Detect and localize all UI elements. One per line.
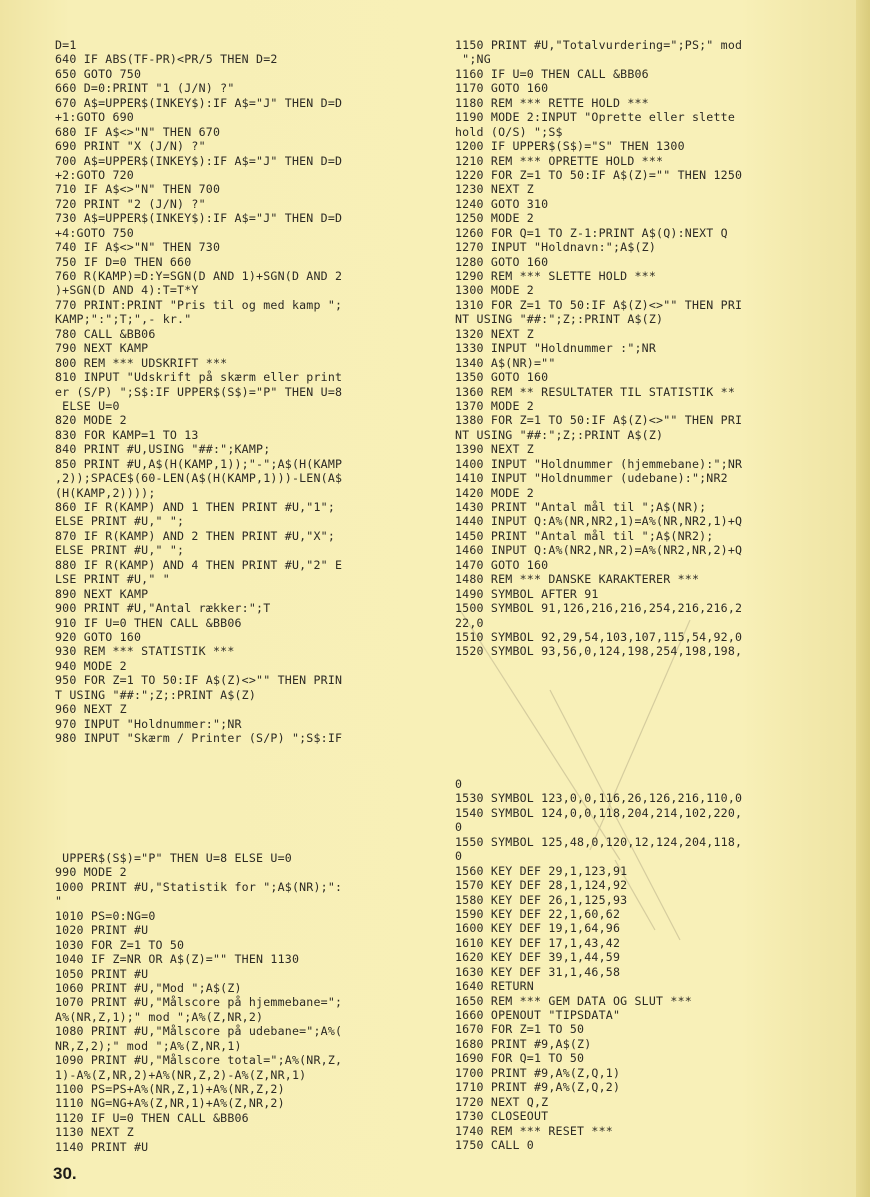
code-line: 1040 IF Z=NR OR A$(Z)="" THEN 1130 (55, 952, 300, 967)
code-line: ,2));SPACE$(60-LEN(A$(H(KAMP,1)))-LEN(A$ (55, 471, 343, 486)
code-line: 1370 MODE 2 (455, 398, 534, 413)
code-line: 1020 PRINT #U (55, 923, 149, 938)
code-line: 1340 A$(NR)="" (455, 355, 556, 370)
code-line: 790 NEXT KAMP (55, 341, 149, 356)
code-line: 680 IF A$<>"N" THEN 670 (55, 124, 221, 139)
code-line: 1110 NG=NG+A%(Z,NR,1)+A%(Z,NR,2) (55, 1096, 285, 1111)
code-line: 880 IF R(KAMP) AND 4 THEN PRINT #U,"2" E (55, 557, 343, 572)
code-line: 1610 KEY DEF 17,1,43,42 (455, 935, 621, 950)
code-line: 1300 MODE 2 (455, 283, 534, 298)
code-line: 1550 SYMBOL 125,48,0,120,12,124,204,118, (455, 834, 743, 849)
code-line: 1630 KEY DEF 31,1,46,58 (455, 964, 621, 979)
code-line: 1750 CALL 0 (455, 1137, 534, 1152)
code-line: 1570 KEY DEF 28,1,124,92 (455, 878, 628, 893)
code-line: 1320 NEXT Z (455, 326, 534, 341)
code-line: 970 INPUT "Holdnummer:";NR (55, 716, 242, 731)
code-line: 1580 KEY DEF 26,1,125,93 (455, 892, 628, 907)
code-line: 1380 FOR Z=1 TO 50:IF A$(Z)<>"" THEN PRI (455, 413, 743, 428)
code-line: 1220 FOR Z=1 TO 50:IF A$(Z)="" THEN 1250 (455, 167, 743, 182)
code-line: 1310 FOR Z=1 TO 50:IF A$(Z)<>"" THEN PRI (455, 297, 743, 312)
code-line: 1500 SYMBOL 91,126,216,216,254,216,216,2 (455, 601, 743, 616)
code-line: NR,Z,2);" mod ";A%(Z,NR,1) (55, 1038, 242, 1053)
code-line: 840 PRINT #U,USING "##:";KAMP; (55, 442, 271, 457)
code-line: 940 MODE 2 (55, 658, 127, 673)
code-column-right-bottom (455, 777, 742, 1152)
code-line: 0 (455, 777, 463, 791)
code-line: 660 D=0:PRINT "1 (J/N) ?" (55, 81, 235, 96)
code-line: 830 FOR KAMP=1 TO 13 (55, 427, 199, 442)
code-line: 0 (455, 849, 463, 864)
code-line: 640 IF ABS(TF-PR)<PR/5 THEN D=2 (55, 52, 278, 67)
code-line: 1560 KEY DEF 29,1,123,91 (455, 863, 628, 878)
code-line: 1360 REM ** RESULTATER TIL STATISTIK ** (455, 384, 736, 399)
code-line: 910 IF U=0 THEN CALL &BB06 (55, 615, 242, 630)
code-line: ELSE U=0 (55, 398, 120, 413)
code-line: T USING "##:";Z;:PRINT A$(Z) (55, 687, 257, 702)
code-line: 1730 CLOSEOUT (455, 1109, 549, 1124)
code-line: 1180 REM *** RETTE HOLD *** (455, 95, 649, 110)
code-line: (H(KAMP,2)))); (55, 485, 156, 500)
code-line: 710 IF A$<>"N" THEN 700 (55, 182, 221, 197)
code-line: 780 CALL &BB06 (55, 326, 156, 341)
code-line: 1460 INPUT Q:A%(NR2,NR,2)=A%(NR2,NR,2)+Q (455, 543, 743, 558)
code-line: 1480 REM *** DANSKE KARAKTERER *** (455, 572, 700, 587)
code-line: 850 PRINT #U,A$(H(KAMP,1));"-";A$(H(KAMP (55, 456, 343, 471)
code-line: 990 MODE 2 (55, 865, 127, 880)
code-line: LSE PRINT #U," " (55, 572, 170, 587)
code-line: 950 FOR Z=1 TO 50:IF A$(Z)<>"" THEN PRIN (55, 673, 343, 688)
code-line: 1010 PS=0:NG=0 (55, 908, 156, 923)
code-line: 1680 PRINT #9,A$(Z) (455, 1036, 592, 1051)
code-line: NT USING "##:";Z;:PRINT A$(Z) (455, 427, 664, 442)
code-line: 1440 INPUT Q:A%(NR,NR2,1)=A%(NR,NR2,1)+Q (455, 514, 743, 529)
code-line: 1270 INPUT "Holdnavn:";A$(Z) (455, 240, 657, 255)
code-line: 730 A$=UPPER$(INKEY$):IF A$="J" THEN D=D (55, 211, 343, 226)
code-line: 670 A$=UPPER$(INKEY$):IF A$="J" THEN D=D (55, 95, 343, 110)
code-line: 770 PRINT:PRINT "Pris til og med kamp "; (55, 297, 343, 312)
code-line: ELSE PRINT #U," "; (55, 514, 185, 529)
code-line: 1650 REM *** GEM DATA OG SLUT *** (455, 993, 692, 1008)
code-line: 1140 PRINT #U (55, 1139, 149, 1154)
code-line: 890 NEXT KAMP (55, 586, 149, 601)
code-line: 1000 PRINT #U,"Statistik for ";A$(NR);": (55, 879, 343, 894)
code-line: 1280 GOTO 160 (455, 254, 549, 269)
code-line: 1690 FOR Q=1 TO 50 (455, 1051, 585, 1066)
code-line: 1420 MODE 2 (455, 485, 534, 500)
code-line: 1190 MODE 2:INPUT "Oprette eller slette (455, 110, 736, 125)
code-line: 650 GOTO 750 (55, 66, 142, 81)
code-line: 1050 PRINT #U (55, 966, 149, 981)
code-line: 900 PRINT #U,"Antal rækker:";T (55, 601, 271, 616)
code-column-left-top (55, 38, 342, 745)
code-line: 1150 PRINT #U,"Totalvurdering=";PS;" mod (455, 38, 743, 52)
code-line: 860 IF R(KAMP) AND 1 THEN PRINT #U,"1"; (55, 500, 336, 514)
code-line: 1080 PRINT #U,"Målscore på udebane=";A%( (55, 1024, 343, 1039)
code-line: 1620 KEY DEF 39,1,44,59 (455, 950, 621, 965)
code-line: 1670 FOR Z=1 TO 50 (455, 1022, 585, 1037)
code-line: 1240 GOTO 310 (455, 196, 549, 211)
code-line: 720 PRINT "2 (J/N) ?" (55, 196, 206, 211)
code-line: 1510 SYMBOL 92,29,54,103,107,115,54,92,0 (455, 629, 743, 644)
code-line: 980 INPUT "Skærm / Printer (S/P) ";S$:IF (55, 731, 343, 745)
code-line: 1090 PRINT #U,"Målscore total=";A%(NR,Z, (55, 1053, 343, 1068)
code-line: 750 IF D=0 THEN 660 (55, 254, 192, 269)
code-line: 920 GOTO 160 (55, 629, 142, 644)
code-line: 1130 NEXT Z (55, 1125, 134, 1140)
code-line: 1640 RETURN (455, 979, 534, 994)
code-line: 1100 PS=PS+A%(NR,Z,1)+A%(NR,Z,2) (55, 1082, 285, 1096)
code-line: ELSE PRINT #U," "; (55, 543, 185, 558)
code-line: +2:GOTO 720 (55, 167, 134, 182)
code-line: 1120 IF U=0 THEN CALL &BB06 (55, 1110, 249, 1125)
code-line: 1700 PRINT #9,A%(Z,Q,1) (455, 1065, 621, 1080)
code-column-left-bottom (55, 851, 342, 1154)
code-line: KAMP;":";T;",- kr." (55, 312, 192, 327)
code-line: 1)-A%(Z,NR,2)+A%(NR,Z,2)-A%(Z,NR,1) (55, 1067, 307, 1082)
code-line: 1540 SYMBOL 124,0,0,118,204,214,102,220, (455, 805, 743, 820)
code-line: +1:GOTO 690 (55, 110, 134, 125)
code-line: 700 A$=UPPER$(INKEY$):IF A$="J" THEN D=D (55, 153, 343, 168)
code-line: +4:GOTO 750 (55, 225, 134, 240)
code-line: )+SGN(D AND 4):T=T*Y (55, 283, 199, 298)
code-line: 1740 REM *** RESET *** (455, 1123, 613, 1138)
code-line: " (55, 894, 63, 909)
code-line: 1530 SYMBOL 123,0,0,116,26,126,216,110,0 (455, 791, 743, 806)
code-line: 1470 GOTO 160 (455, 557, 549, 572)
code-line: 1720 NEXT Q,Z (455, 1094, 549, 1109)
code-line: 1520 SYMBOL 93,56,0,124,198,254,198,198, (455, 644, 743, 659)
code-line: 1230 NEXT Z (455, 182, 534, 197)
code-line: 1330 INPUT "Holdnummer :";NR (455, 341, 657, 356)
code-line: 1390 NEXT Z (455, 442, 534, 457)
code-line: 870 IF R(KAMP) AND 2 THEN PRINT #U,"X"; (55, 528, 336, 543)
code-line: 1430 PRINT "Antal mål til ";A$(NR); (455, 500, 707, 514)
code-line: UPPER$(S$)="P" THEN U=8 ELSE U=0 (55, 851, 292, 865)
code-line: 1490 SYMBOL AFTER 91 (455, 586, 599, 601)
code-line: 1070 PRINT #U,"Målscore på hjemmebane="; (55, 995, 343, 1010)
code-line: D=1 (55, 38, 77, 52)
code-line: 22,0 (455, 615, 484, 630)
page-number: 30. (53, 1164, 77, 1183)
code-line: 1170 GOTO 160 (455, 81, 549, 96)
code-line: 1200 IF UPPER$(S$)="S" THEN 1300 (455, 139, 685, 154)
code-line: A%(NR,Z,1);" mod ";A%(Z,NR,2) (55, 1009, 264, 1024)
code-line: er (S/P) ";S$:IF UPPER$(S$)="P" THEN U=8 (55, 384, 343, 399)
code-line: NT USING "##:";Z;:PRINT A$(Z) (455, 312, 664, 327)
code-line: 1290 REM *** SLETTE HOLD *** (455, 269, 657, 283)
code-line: 1210 REM *** OPRETTE HOLD *** (455, 153, 664, 168)
code-line: ";NG (455, 52, 491, 67)
code-line: 930 REM *** STATISTIK *** (55, 644, 235, 659)
code-line: 1250 MODE 2 (455, 211, 534, 226)
code-line: 1030 FOR Z=1 TO 50 (55, 937, 185, 952)
code-line: 810 INPUT "Udskrift på skærm eller print (55, 370, 343, 385)
code-line: 1450 PRINT "Antal mål til ";A$(NR2); (455, 528, 714, 543)
code-line: 1160 IF U=0 THEN CALL &BB06 (455, 66, 649, 81)
code-line: 740 IF A$<>"N" THEN 730 (55, 240, 221, 255)
code-line: 1590 KEY DEF 22,1,60,62 (455, 906, 621, 921)
code-line: 1600 KEY DEF 19,1,64,96 (455, 921, 621, 936)
code-line: 1660 OPENOUT "TIPSDATA" (455, 1008, 621, 1022)
code-line: 760 R(KAMP)=D:Y=SGN(D AND 1)+SGN(D AND 2 (55, 269, 343, 283)
code-line: 1400 INPUT "Holdnummer (hjemmebane):";NR (455, 456, 743, 471)
code-line: 1260 FOR Q=1 TO Z-1:PRINT A$(Q):NEXT Q (455, 225, 728, 240)
code-line: 1710 PRINT #9,A%(Z,Q,2) (455, 1080, 621, 1095)
code-line: 800 REM *** UDSKRIFT *** (55, 355, 228, 370)
code-line: 0 (455, 820, 463, 835)
code-line: 690 PRINT "X (J/N) ?" (55, 139, 206, 154)
code-line: 960 NEXT Z (55, 702, 127, 717)
page-edge (856, 0, 870, 1197)
code-line: 1350 GOTO 160 (455, 370, 549, 385)
code-line: 1060 PRINT #U,"Mod ";A$(Z) (55, 980, 242, 995)
code-line: 820 MODE 2 (55, 413, 127, 428)
code-column-right-top (455, 38, 742, 659)
code-line: 1410 INPUT "Holdnummer (udebane):";NR2 (455, 471, 728, 486)
code-line: hold (O/S) ";S$ (455, 124, 563, 139)
